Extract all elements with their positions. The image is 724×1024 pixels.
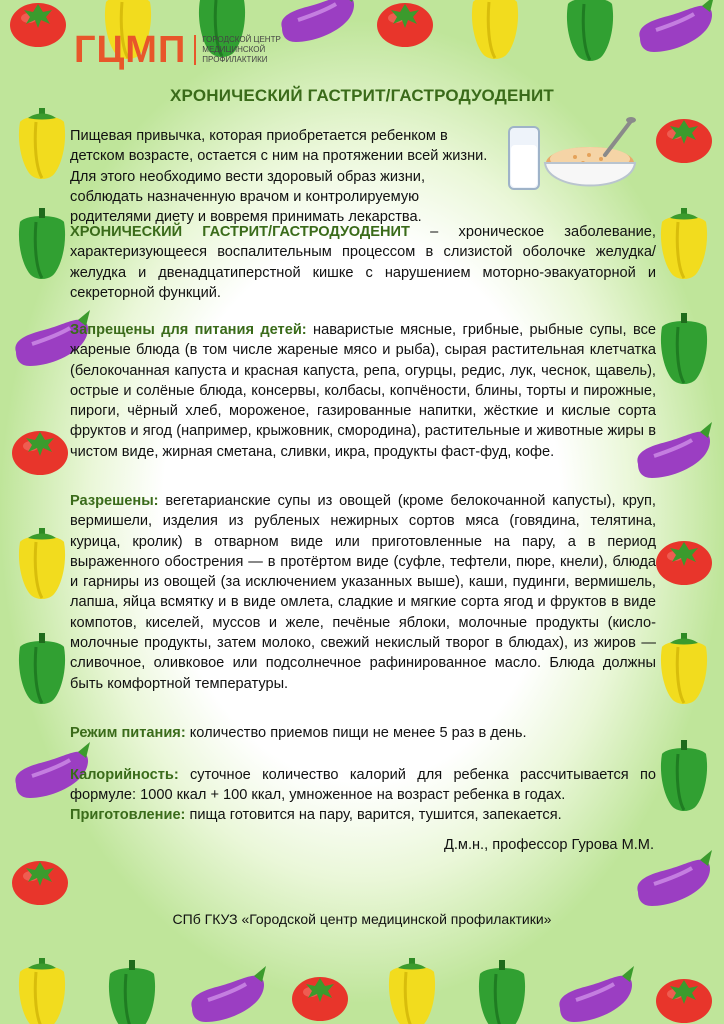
allowed-text: вегетарианские супы из овощей (кроме белокочанной капусты), круп, вермишели, изделия из рубленых нежирных сортов мяса (говядина, телятина, курица, кролик) в отварном виде или приготовленные на пару, а в период выраженного обострения — в протёртом виде (суфле, тефтели, пюре, кнели), блюда и гарниры из овощей (за исключением указанных выше), каши, пудинги, вермишель, лапша, яйца всмятку и в виде омлета, сладкие и мягкие сорта ягод и фруктов в виде компотов, киселей, муссов и желе, печёные яблоки, молочные продукты (кисло-молочные продукты, затем молоко, свежий некислый творог в блюдах), из жиров — сливочное, оливковое или подсолнечное рафинированное масло. Блюда должны быть комфортной температуры. [70, 493, 656, 692]
regime-text: количество приемов пищи не менее 5 раз в день. [185, 725, 527, 741]
porridge-bowl-illustration [505, 115, 640, 205]
regime-label: Режим питания: [70, 725, 186, 741]
cooking-paragraph [70, 805, 656, 825]
logo-abbreviation: ГЦМП [74, 29, 187, 71]
forbidden-label: Запрещены для питания детей: [70, 322, 307, 338]
logo-line-1: ГОРОДСКОЙ ЦЕНТР [202, 35, 281, 44]
page-title: ХРОНИЧЕСКИЙ ГАСТРИТ/ГАСТРОДУОДЕНИТ [170, 86, 554, 105]
forbidden-foods-paragraph [70, 320, 656, 462]
gcmp-logo [74, 30, 281, 70]
regime-paragraph [70, 723, 656, 743]
cooking-text: пища готовится на пару, варится, тушится, запекается. [185, 807, 562, 823]
logo-subtitle [194, 35, 281, 65]
logo-line-2: МЕДИЦИНСКОЙ [202, 45, 266, 54]
calories-paragraph [70, 765, 656, 806]
author-signature: Д.м.н., профессор Гурова М.М. [443, 837, 654, 853]
cooking-label: Приготовление: [70, 807, 186, 823]
allowed-label: Разрешены: [70, 493, 159, 509]
allowed-foods-paragraph [70, 491, 656, 694]
definition-text: – хроническое заболевание, характеризующееся воспалительным процессом в слизистой оболочке желудка/желудка и двенадцатиперстной кишке с нарушением моторно-эвакуаторной и секреторной функций. [70, 224, 656, 301]
calories-label: Калорийность: [70, 767, 179, 783]
footer-organization: СПб ГКУЗ «Городской центр медицинской профилактики» [172, 911, 552, 927]
calories-text: суточное количество калорий для ребенка рассчитывается по формуле: 1000 ккал + 100 ккал, умноженное на возраст ребенка в годах. [70, 767, 656, 804]
definition-paragraph [70, 222, 656, 303]
definition-term: ХРОНИЧЕСКИЙ ГАСТРИТ/ГАСТРОДУОДЕНИТ [70, 224, 410, 240]
intro-paragraph: Пищевая привычка, которая приобретается ребенком в детском возрасте, остается с ним на протяжении всей жизни. Для этого необходимо вести здоровый образ жизни, соблюдать назначенную врачом и контролируемую родителями диету и вовремя принимать лекарства. [70, 128, 488, 226]
logo-line-3: ПРОФИЛАКТИКИ [202, 55, 268, 64]
forbidden-text: наваристые мясные, грибные, рыбные супы, все жареные блюда (в том числе жареные мясо и рыба), сырая растительная клетчатка (белокочанная капуста и красная капуста, репа, огурцы, редис, лук, чеснок, щавель), острые и солёные блюда, консервы, колбасы, копчёности, блины, торты и пирожные, пироги, чёрный хлеб, мороженое, газированные напитки, жёсткие и кислые сорта фруктов и ягод (например, крыжовник, смородина), растительные и животные жиры в чистом виде, жирная сметана, сливки, икра, продукты фаст-фуд, кофе. [70, 322, 656, 460]
